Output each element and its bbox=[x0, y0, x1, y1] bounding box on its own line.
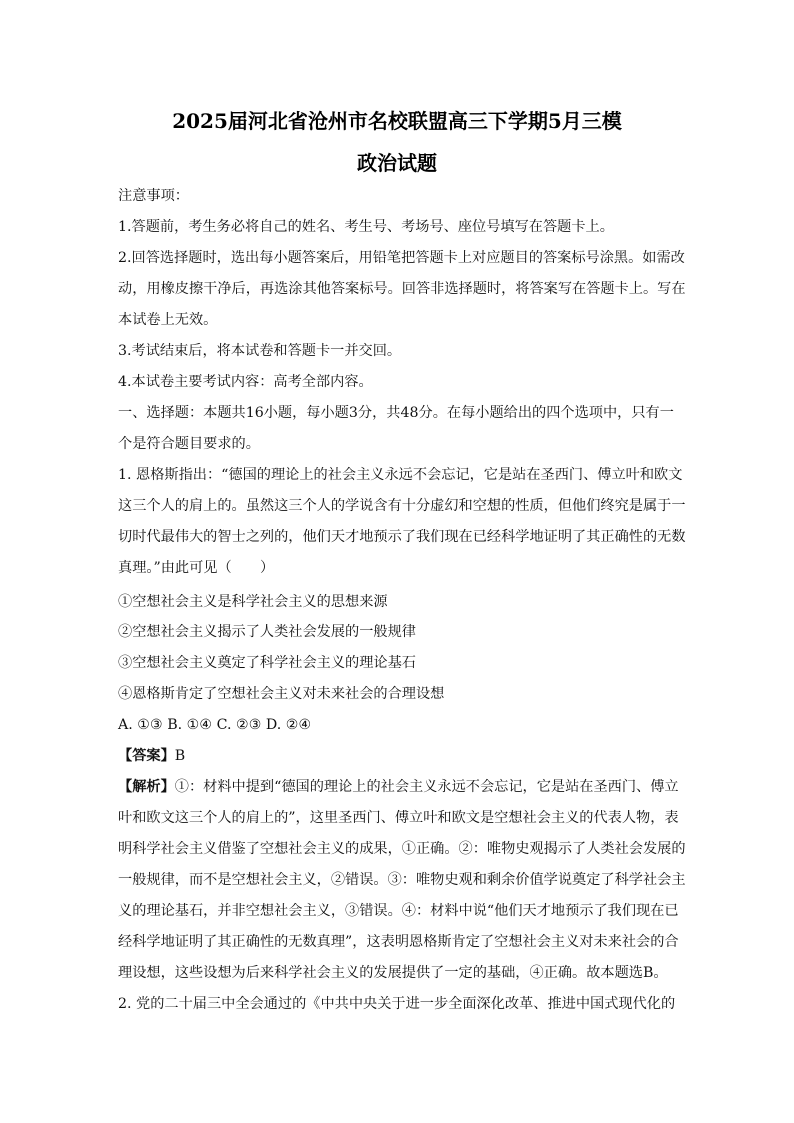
q1-stem-line-3: 切时代最伟大的智士之列的，他们天才地预示了我们现在已经科学地证明了其正确性的无数 bbox=[118, 529, 686, 545]
q1-choices: A. ①③ B. ①④ C. ②③ D. ②④ bbox=[118, 717, 312, 733]
analysis-label: 【解析】 bbox=[118, 779, 175, 795]
q1-option-1: ①空想社会主义是科学社会主义的思想来源 bbox=[118, 594, 388, 610]
notice-heading: 注意事项： bbox=[118, 188, 189, 204]
q1-option-2: ②空想社会主义揭示了人类社会发展的一般规律 bbox=[118, 624, 416, 640]
q1-answer bbox=[118, 746, 678, 766]
answer-value: B bbox=[174, 748, 186, 764]
q1-analysis-line-3: 明科学社会主义借鉴了空想社会主义的成果，①正确。②：唯物史观揭示了人类社会发展的 bbox=[118, 841, 686, 857]
q1-stem-line-2: 这三个人的肩上的。虽然这三个人的学说含有十分虚幻和空想的性质，但他们终究是属于一 bbox=[118, 498, 686, 514]
q1-analysis-line-5: 义的理论基石，并非空想社会主义，③错误。④：材料中说“他们天才地预示了我们现在已 bbox=[118, 903, 679, 919]
page-title: 2025届河北省沧州市名校联盟高三下学期5月三模 bbox=[172, 109, 622, 133]
section-heading-line-1: 一、选择题：本题共16小题，每小题3分，共48分。在每小题给出的四个选项中，只有一 bbox=[118, 405, 674, 421]
notice-item-2-line-3: 本试卷上无效。 bbox=[118, 312, 218, 328]
notice-item-3: 3.考试结束后，将本试卷和答题卡一并交回。 bbox=[118, 343, 402, 359]
page-subtitle: 政治试题 bbox=[357, 151, 437, 175]
q1-analysis-line-4: 一般规律，而不是空想社会主义，②错误。③：唯物史观和剩余价值学说奠定了科学社会主 bbox=[118, 872, 686, 888]
notice-item-4: 4.本试卷主要考试内容：高考全部内容。 bbox=[118, 374, 373, 390]
q1-analysis-line-7: 理设想，这些设想为后来科学社会主义的发展提供了一定的基础，④正确。故本题选B。 bbox=[118, 965, 668, 981]
notice-item-2-line-2: 动，用橡皮擦干净后，再选涂其他答案标号。回答非选择题时，将答案写在答题卡上。写在 bbox=[118, 281, 686, 297]
section-heading-line-2: 个是符合题目要求的。 bbox=[118, 436, 260, 452]
q1-option-4: ④恩格斯肯定了空想社会主义对未来社会的合理设想 bbox=[118, 686, 445, 702]
notice-item-2-line-1: 2.回答选择题时，选出每小题答案后，用铅笔把答题卡上对应题目的答案标号涂黑。如需改 bbox=[118, 250, 685, 266]
q1-analysis-line-6: 经科学地证明了其正确性的无数真理”，这表明恩格斯肯定了空想社会主义对未来社会的合 bbox=[118, 934, 679, 950]
analysis-text: ①：材料中提到“德国的理论上的社会主义永远不会忘记，它是站在圣西门、傅立 bbox=[174, 779, 679, 795]
notice-item-1: 1.答题前，考生务必将自己的姓名、考生号、考场号、座位号填写在答题卡上。 bbox=[118, 219, 614, 235]
q1-analysis-line-2: 叶和欧文这三个人的肩上的”，这里圣西门、傅立叶和欧文是空想社会主义的代表人物，表 bbox=[118, 810, 679, 826]
q1-option-3: ③空想社会主义奠定了科学社会主义的理论基石 bbox=[118, 655, 416, 671]
answer-label: 【答案】 bbox=[118, 748, 175, 764]
q1-analysis-line-1 bbox=[118, 777, 678, 797]
q2-stem-line-1: 2. 党的二十届三中全会通过的《中共中央关于进一步全面深化改革、推进中国式现代化的 bbox=[118, 996, 676, 1012]
q1-stem-line-4: 真理。”由此可见（ ） bbox=[118, 560, 275, 576]
q1-stem-line-1: 1. 恩格斯指出：“德国的理论上的社会主义永远不会忘记，它是站在圣西门、傅立叶和欧文 bbox=[118, 467, 683, 483]
